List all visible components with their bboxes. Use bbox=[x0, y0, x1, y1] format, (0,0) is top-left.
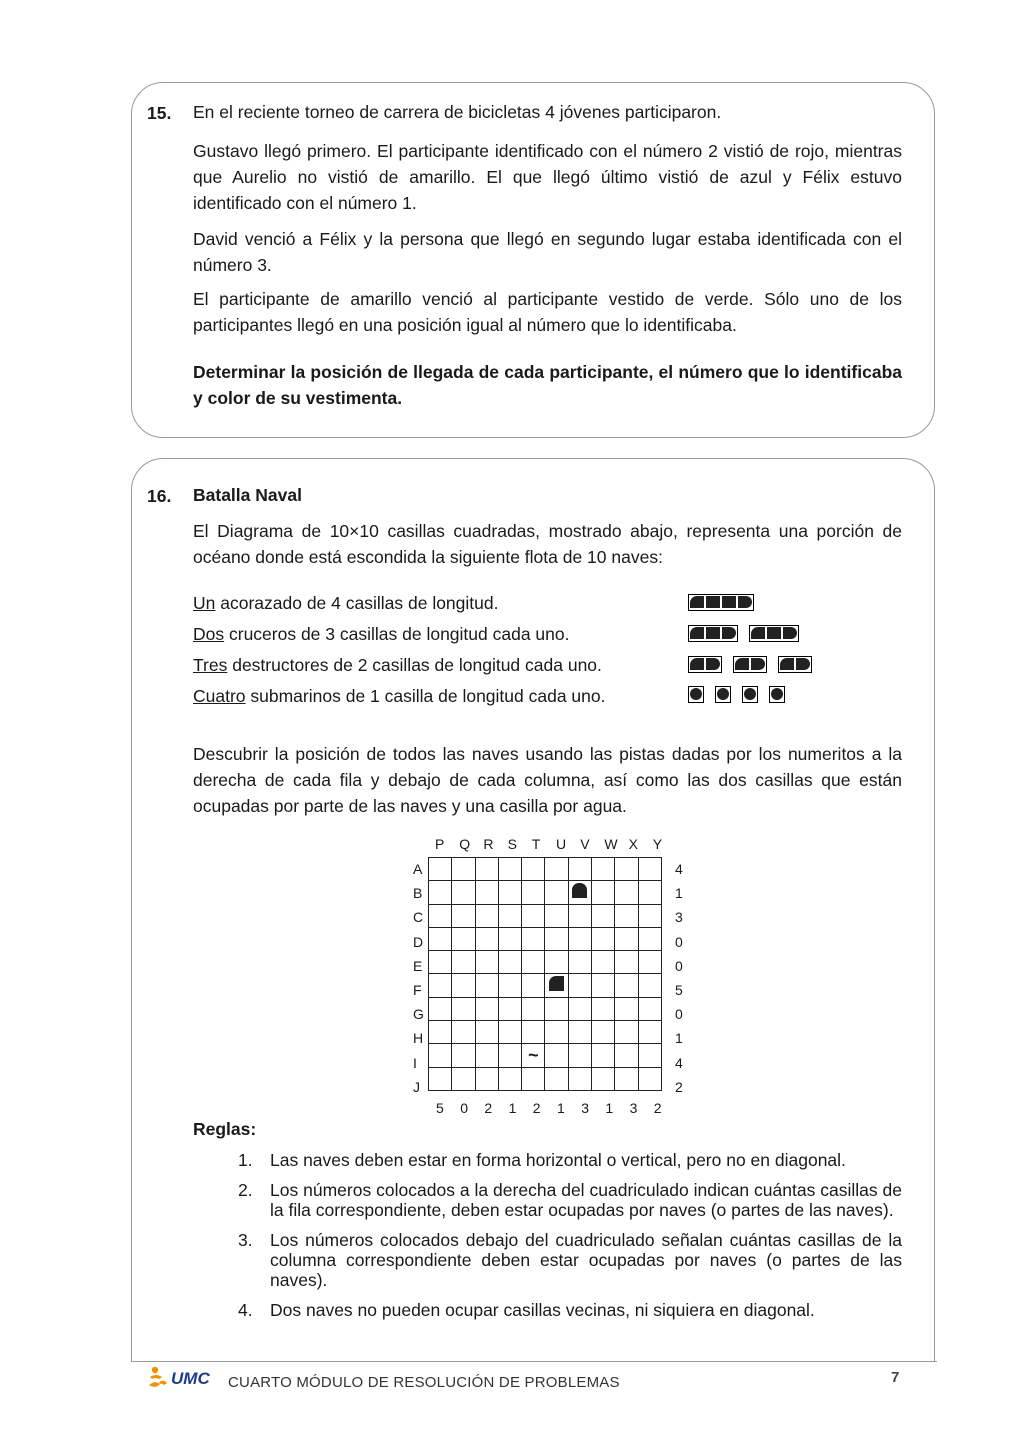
grid-column-label: X bbox=[628, 836, 638, 852]
grid-cell bbox=[498, 974, 521, 997]
grid-cell bbox=[545, 951, 568, 974]
submarine-icon bbox=[715, 686, 731, 703]
fleet-item-battleship: Un acorazado de 4 casillas de longitud. bbox=[193, 593, 499, 613]
grid-row-count: 1 bbox=[675, 1030, 683, 1047]
grid-row-label: C bbox=[413, 909, 424, 926]
submarine-icon bbox=[742, 686, 758, 703]
grid-cell bbox=[429, 997, 452, 1020]
grid-column-label: U bbox=[556, 836, 567, 852]
grid-cell bbox=[452, 881, 475, 904]
grid-cell bbox=[592, 1021, 615, 1044]
grid-cell bbox=[498, 904, 521, 927]
grid-cell bbox=[592, 904, 615, 927]
grid-cell bbox=[475, 1044, 498, 1067]
destroyer-icon bbox=[688, 656, 722, 673]
grid-cell bbox=[452, 997, 475, 1020]
submarine-icon bbox=[769, 686, 785, 703]
problem-16-instructions: Descubrir la posición de todos las naves usando las pistas dadas por los numeritos a la derecha de cada fila y debajo de cada columna, así como las dos casillas que están ocupadas por parte de las naves y una casilla por agua. bbox=[193, 744, 902, 816]
grid-cell bbox=[498, 997, 521, 1020]
grid-row-count: 0 bbox=[675, 957, 683, 974]
grid-row-label: E bbox=[413, 957, 423, 974]
grid-cell bbox=[638, 1044, 661, 1067]
grid-cell bbox=[615, 997, 638, 1020]
grid-cell bbox=[568, 951, 591, 974]
grid-cell bbox=[522, 1021, 545, 1044]
grid-column-label: Q bbox=[459, 836, 471, 852]
grid-cell bbox=[475, 974, 498, 997]
destroyer-icon bbox=[733, 656, 767, 673]
grid-cell bbox=[429, 974, 452, 997]
grid-cell bbox=[452, 904, 475, 927]
grid-column-label: S bbox=[507, 836, 517, 852]
grid-row-label: F bbox=[413, 982, 422, 998]
problem-15-task: Determinar la posición de llegada de cada participante, el número que lo identificaba y color de su vestimenta. bbox=[193, 362, 902, 408]
problem-16-intro: El Diagrama de 10×10 casillas cuadradas, mostrado abajo, representa una porción de océano donde está escondida la siguiente flota de 10 naves: bbox=[193, 521, 902, 567]
grid-cell bbox=[522, 1067, 545, 1090]
grid-cell bbox=[568, 927, 591, 950]
submarine-icon bbox=[688, 686, 704, 703]
grid-column-label: Y bbox=[652, 836, 663, 852]
grid-cell bbox=[568, 1044, 591, 1067]
grid-cell bbox=[638, 927, 661, 950]
grid-row-count: 4 bbox=[675, 1054, 683, 1071]
problem-15-clue-3: El participante de amarillo venció al participante vestido de verde. Sólo uno de los participantes llegó en una posición igual al número que lo identificaba. bbox=[193, 289, 902, 335]
rule-item: 4. Dos naves no pueden ocupar casillas vecinas, ni siquiera en diagonal. bbox=[238, 1300, 815, 1320]
grid-cell bbox=[638, 974, 661, 997]
grid-row-count: 0 bbox=[675, 933, 683, 950]
grid-cell bbox=[638, 951, 661, 974]
grid-cell bbox=[638, 1021, 661, 1044]
grid-row-label: A bbox=[413, 861, 423, 877]
fleet-item-destroyers: Tres destructores de 2 casillas de longitud cada uno. bbox=[193, 655, 602, 675]
grid-column-count: 2 bbox=[532, 1100, 541, 1116]
grid-row-label: D bbox=[413, 933, 424, 950]
grid-row-count: 1 bbox=[675, 885, 683, 902]
rules-list bbox=[238, 1150, 902, 1330]
grid-cell bbox=[592, 951, 615, 974]
grid-cell bbox=[475, 904, 498, 927]
grid-cell bbox=[475, 858, 498, 881]
grid-cell bbox=[615, 951, 638, 974]
umc-logo: UMC bbox=[147, 1366, 210, 1392]
rule-item: 2. Los números colocados a la derecha del cuadriculado indican cuántas casillas de la fila correspondiente, deben estar ocupadas por naves (o partes de las naves). bbox=[238, 1180, 902, 1220]
grid-cell bbox=[568, 858, 591, 881]
grid-cell bbox=[498, 927, 521, 950]
grid-cell bbox=[522, 974, 545, 997]
grid-cell bbox=[522, 927, 545, 950]
grid-cell bbox=[638, 904, 661, 927]
grid-cell bbox=[592, 927, 615, 950]
rule-item: 3. Los números colocados debajo del cuadriculado señalan cuántas casillas de la columna correspondiente deben estar ocupadas por naves (o partes de las naves). bbox=[238, 1230, 902, 1290]
grid-cell bbox=[475, 951, 498, 974]
problem-15-clue-2: David venció a Félix y la persona que llegó en segundo lugar estaba identificada con el número 3. bbox=[193, 229, 902, 275]
grid-cell bbox=[475, 927, 498, 950]
grid-row-count: 5 bbox=[675, 982, 683, 998]
grid-cell bbox=[545, 1021, 568, 1044]
destroyer-icons bbox=[688, 656, 812, 674]
problem-16-number: 16. bbox=[147, 486, 172, 506]
grid-row-count: 2 bbox=[675, 1078, 683, 1095]
grid-cell bbox=[545, 1067, 568, 1090]
grid-cell bbox=[615, 974, 638, 997]
grid-cell bbox=[545, 927, 568, 950]
rule-item: 1. Las naves deben estar en forma horizontal o vertical, pero no en diagonal. bbox=[238, 1150, 846, 1170]
grid-cell bbox=[452, 858, 475, 881]
grid-column-count: 3 bbox=[629, 1100, 638, 1116]
grid-cell bbox=[615, 1044, 638, 1067]
fleet-item-cruisers: Dos cruceros de 3 casillas de longitud cada uno. bbox=[193, 624, 570, 644]
problem-15-clue-1: Gustavo llegó primero. El participante identificado con el número 2 vistió de rojo, mientras que Aurelio no vistió de amarillo. El que llegó último vistió de azul y Félix estuvo identificado con el número 1. bbox=[193, 141, 902, 213]
cruiser-icon bbox=[688, 625, 738, 642]
destroyer-icon bbox=[778, 656, 812, 673]
grid-cell bbox=[592, 1067, 615, 1090]
grid-cell bbox=[429, 881, 452, 904]
grid-cell bbox=[545, 881, 568, 904]
grid-cell bbox=[522, 1044, 545, 1067]
grid-cell bbox=[615, 881, 638, 904]
grid-cell bbox=[615, 1067, 638, 1090]
grid-cell bbox=[592, 974, 615, 997]
cyclist-logo-icon bbox=[147, 1366, 169, 1392]
grid-column-count: 0 bbox=[460, 1100, 468, 1116]
problem-15-intro: En el reciente torneo de carrera de bicicletas 4 jóvenes participaron. bbox=[193, 102, 722, 122]
grid-cell bbox=[452, 1067, 475, 1090]
footer-title: CUARTO MÓDULO DE RESOLUCIÓN DE PROBLEMAS bbox=[228, 1374, 620, 1391]
grid-row-count: 0 bbox=[675, 1006, 683, 1023]
grid-cell bbox=[498, 881, 521, 904]
ship-part-icon bbox=[549, 976, 564, 991]
grid-cell bbox=[568, 1067, 591, 1090]
grid-cell bbox=[522, 881, 545, 904]
grid-row-label: B bbox=[413, 885, 423, 902]
submarine-icons bbox=[688, 686, 785, 704]
grid-cell bbox=[429, 1044, 452, 1067]
battleship-grid bbox=[428, 857, 662, 1091]
rules-title: Reglas: bbox=[193, 1119, 257, 1139]
ship-part-icon bbox=[572, 883, 587, 898]
grid-cell bbox=[638, 1067, 661, 1090]
grid-cell bbox=[429, 927, 452, 950]
page-number: 7 bbox=[891, 1369, 900, 1386]
grid-cell bbox=[545, 1044, 568, 1067]
grid-cell bbox=[452, 974, 475, 997]
grid-cell bbox=[522, 951, 545, 974]
grid-column-count: 5 bbox=[436, 1100, 444, 1116]
grid-column-label: T bbox=[531, 836, 541, 852]
grid-cell bbox=[498, 951, 521, 974]
grid-cell bbox=[429, 1021, 452, 1044]
grid-cell bbox=[592, 858, 615, 881]
grid-cell bbox=[452, 1044, 475, 1067]
grid-column-label: V bbox=[580, 836, 590, 852]
grid-cell bbox=[545, 904, 568, 927]
grid-cell bbox=[522, 858, 545, 881]
grid-cell bbox=[568, 904, 591, 927]
grid-cell bbox=[638, 997, 661, 1020]
grid-cell bbox=[615, 927, 638, 950]
grid-row-label: H bbox=[413, 1030, 424, 1047]
grid-column-count: 1 bbox=[508, 1100, 517, 1116]
grid-column-count: 3 bbox=[581, 1100, 589, 1116]
grid-cell bbox=[568, 974, 591, 997]
grid-row-label: I bbox=[413, 1054, 417, 1071]
fleet-item-submarines: Cuatro submarinos de 1 casilla de longitud cada uno. bbox=[193, 686, 606, 706]
water-icon: ~ bbox=[528, 1045, 539, 1066]
cruiser-icons bbox=[688, 625, 799, 643]
grid-cell bbox=[615, 858, 638, 881]
problem-16-title: Batalla Naval bbox=[193, 485, 302, 505]
grid-cell bbox=[475, 997, 498, 1020]
grid-cell bbox=[568, 997, 591, 1020]
grid-column-count: 1 bbox=[557, 1100, 565, 1116]
grid-cell bbox=[615, 1021, 638, 1044]
problem-15-number: 15. bbox=[147, 103, 172, 123]
grid-row-count: 3 bbox=[675, 909, 683, 926]
grid-column-count: 2 bbox=[653, 1100, 662, 1116]
grid-cell bbox=[452, 927, 475, 950]
grid-cell bbox=[475, 1067, 498, 1090]
grid-cell bbox=[498, 1067, 521, 1090]
grid-column-label: R bbox=[483, 836, 494, 852]
grid-cell bbox=[638, 881, 661, 904]
grid-cell bbox=[452, 1021, 475, 1044]
footer-divider bbox=[131, 1361, 937, 1362]
grid-cell bbox=[568, 1021, 591, 1044]
grid-cell bbox=[522, 997, 545, 1020]
grid-cell bbox=[638, 858, 661, 881]
grid-row-label: J bbox=[413, 1078, 420, 1095]
grid-column-label: W bbox=[604, 836, 618, 852]
grid-cell bbox=[545, 997, 568, 1020]
grid-cell bbox=[592, 997, 615, 1020]
grid-cell bbox=[429, 1067, 452, 1090]
grid-cell bbox=[498, 1044, 521, 1067]
grid-cell bbox=[592, 1044, 615, 1067]
cruiser-icon bbox=[749, 625, 799, 642]
grid-cell bbox=[615, 904, 638, 927]
grid-row-label: G bbox=[413, 1006, 424, 1023]
grid-cell bbox=[545, 974, 568, 997]
grid-cell bbox=[452, 951, 475, 974]
grid-cell bbox=[522, 904, 545, 927]
battleship-icon bbox=[688, 594, 754, 612]
grid-cell bbox=[498, 858, 521, 881]
grid-cell bbox=[592, 881, 615, 904]
grid-cell bbox=[545, 858, 568, 881]
grid-cell bbox=[568, 881, 591, 904]
grid-cell bbox=[475, 1021, 498, 1044]
grid-cell bbox=[475, 881, 498, 904]
grid-cell bbox=[429, 951, 452, 974]
grid-cell bbox=[429, 858, 452, 881]
grid-column-label: P bbox=[435, 836, 445, 852]
grid-cell bbox=[429, 904, 452, 927]
grid-column-count: 1 bbox=[605, 1100, 614, 1116]
grid-column-count: 2 bbox=[484, 1100, 493, 1116]
grid-cell bbox=[498, 1021, 521, 1044]
grid-row-count: 4 bbox=[675, 861, 683, 877]
